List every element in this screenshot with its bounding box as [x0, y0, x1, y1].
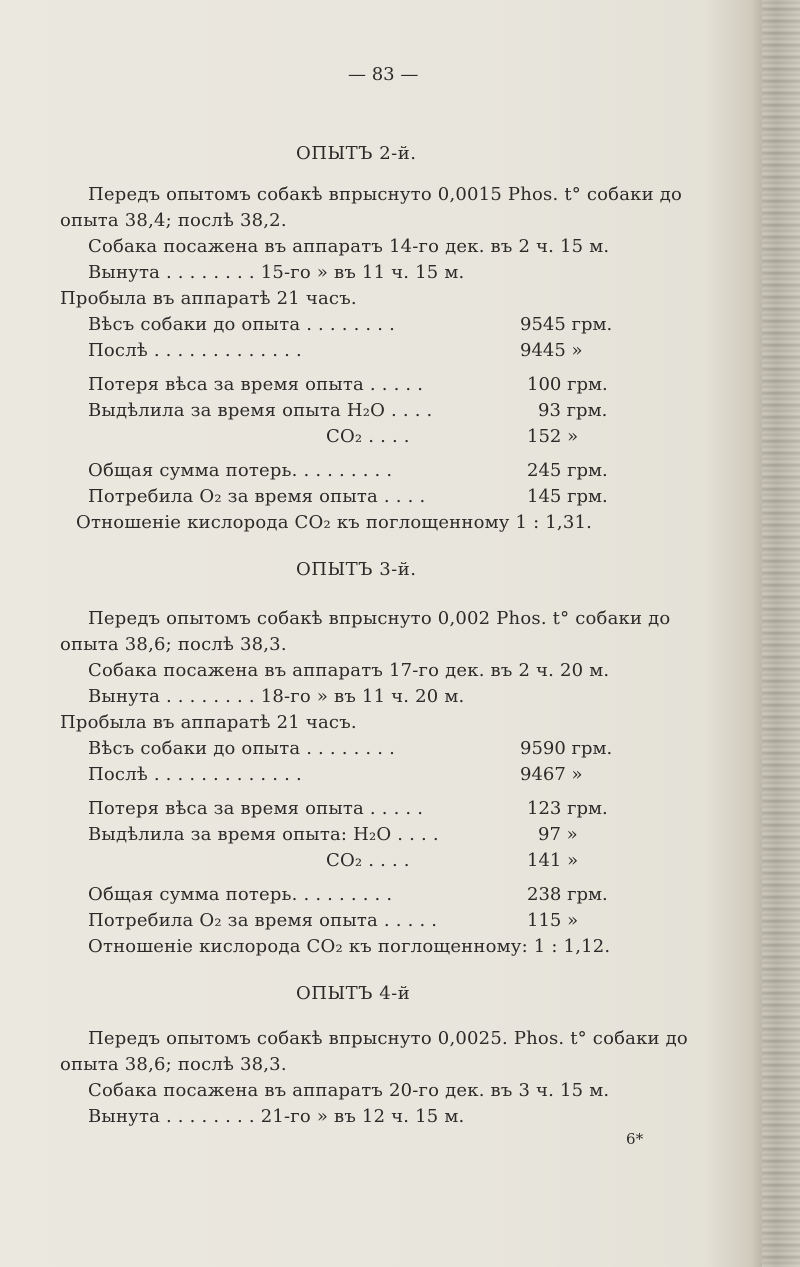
heading-experiment-4: ОПЫТЪ 4-й	[296, 983, 411, 1004]
exp2-ratio-line: Отношеніе кислорода CO₂ къ поглощенному 1 : 1,31.	[76, 512, 593, 533]
exp2-o2-value: 145 грм.	[527, 486, 608, 507]
signature-mark: 6*	[626, 1130, 644, 1148]
exp3-weight-before-label: Вѣсъ собаки до опыта . . . . . . . .	[88, 738, 396, 759]
exp2-intro-line1: Передъ опытомъ собакѣ впрыснуто 0,0015 Phos. t° собаки до	[88, 184, 683, 205]
exp2-weight-before-value: 9545 грм.	[520, 314, 613, 335]
exp2-co2-label: CO₂ . . . .	[326, 426, 410, 447]
exp3-removed-line: Вынута . . . . . . . . 18-го » въ 11 ч. 20 м.	[88, 686, 465, 707]
exp4-placed-line: Собака посажена въ аппаратъ 20-го дек. въ 3 ч. 15 м.	[88, 1080, 610, 1101]
exp2-total-value: 245 грм.	[527, 460, 608, 481]
exp3-h2o-value: 97 »	[538, 824, 578, 845]
exp3-co2-value: 141 »	[527, 850, 579, 871]
exp2-weight-before-label: Вѣсъ собаки до опыта . . . . . . . .	[88, 314, 396, 335]
exp2-intro-line2: опыта 38,4; послѣ 38,2.	[60, 210, 287, 231]
exp3-intro-line1: Передъ опытомъ собакѣ впрыснуто 0,002 Phos. t° собаки до	[88, 608, 671, 629]
exp3-placed-line: Собака посажена въ аппаратъ 17-го дек. въ 2 ч. 20 м.	[88, 660, 610, 681]
heading-experiment-2: ОПЫТЪ 2-й.	[296, 143, 417, 164]
exp2-removed-line: Вынута . . . . . . . . 15-го » въ 11 ч. 15 м.	[88, 262, 465, 283]
exp4-removed-line: Вынута . . . . . . . . 21-го » въ 12 ч. 15 м.	[88, 1106, 465, 1127]
exp3-total-value: 238 грм.	[527, 884, 608, 905]
exp3-h2o-label: Выдѣлила за время опыта: H₂O . . . .	[88, 824, 439, 845]
exp2-loss-value: 100 грм.	[527, 374, 608, 395]
exp3-total-label: Общая сумма потерь. . . . . . . . .	[88, 884, 393, 905]
exp2-stayed-line: Пробыла въ аппаратѣ 21 часъ.	[60, 288, 357, 309]
exp2-weight-after-value: 9445 »	[520, 340, 583, 361]
exp3-stayed-line: Пробыла въ аппаратѣ 21 часъ.	[60, 712, 357, 733]
exp3-intro-line2: опыта 38,6; послѣ 38,3.	[60, 634, 287, 655]
exp2-placed-line: Собака посажена въ аппаратъ 14-го дек. въ 2 ч. 15 м.	[88, 236, 610, 257]
exp3-loss-label: Потеря вѣса за время опыта . . . . .	[88, 798, 424, 819]
exp3-o2-label: Потребила O₂ за время опыта . . . . .	[88, 910, 438, 931]
exp3-weight-after-label: Послѣ . . . . . . . . . . . . .	[88, 764, 302, 785]
exp2-h2o-value: 93 грм.	[538, 400, 608, 421]
exp3-co2-label: CO₂ . . . .	[326, 850, 410, 871]
exp3-weight-before-value: 9590 грм.	[520, 738, 613, 759]
exp2-loss-label: Потеря вѣса за время опыта . . . . .	[88, 374, 424, 395]
exp2-weight-after-label: Послѣ . . . . . . . . . . . . .	[88, 340, 302, 361]
exp3-weight-after-value: 9467 »	[520, 764, 583, 785]
exp2-h2o-label: Выдѣлила за время опыта H₂O . . . .	[88, 400, 433, 421]
exp3-loss-value: 123 грм.	[527, 798, 608, 819]
page-number: — 83 —	[348, 64, 419, 85]
exp2-o2-label: Потребила O₂ за время опыта . . . .	[88, 486, 426, 507]
page-edge-shadow	[762, 0, 800, 1267]
exp2-total-label: Общая сумма потерь. . . . . . . . .	[88, 460, 393, 481]
exp3-ratio-line: Отношеніе кислорода CO₂ къ поглощенному: 1 : 1,12.	[88, 936, 611, 957]
heading-experiment-3: ОПЫТЪ 3-й.	[296, 559, 417, 580]
exp3-o2-value: 115 »	[527, 910, 579, 931]
exp4-intro-line2: опыта 38,6; послѣ 38,3.	[60, 1054, 287, 1075]
exp2-co2-value: 152 »	[527, 426, 579, 447]
exp4-intro-line1: Передъ опытомъ собакѣ впрыснуто 0,0025. Phos. t° собаки до	[88, 1028, 688, 1049]
